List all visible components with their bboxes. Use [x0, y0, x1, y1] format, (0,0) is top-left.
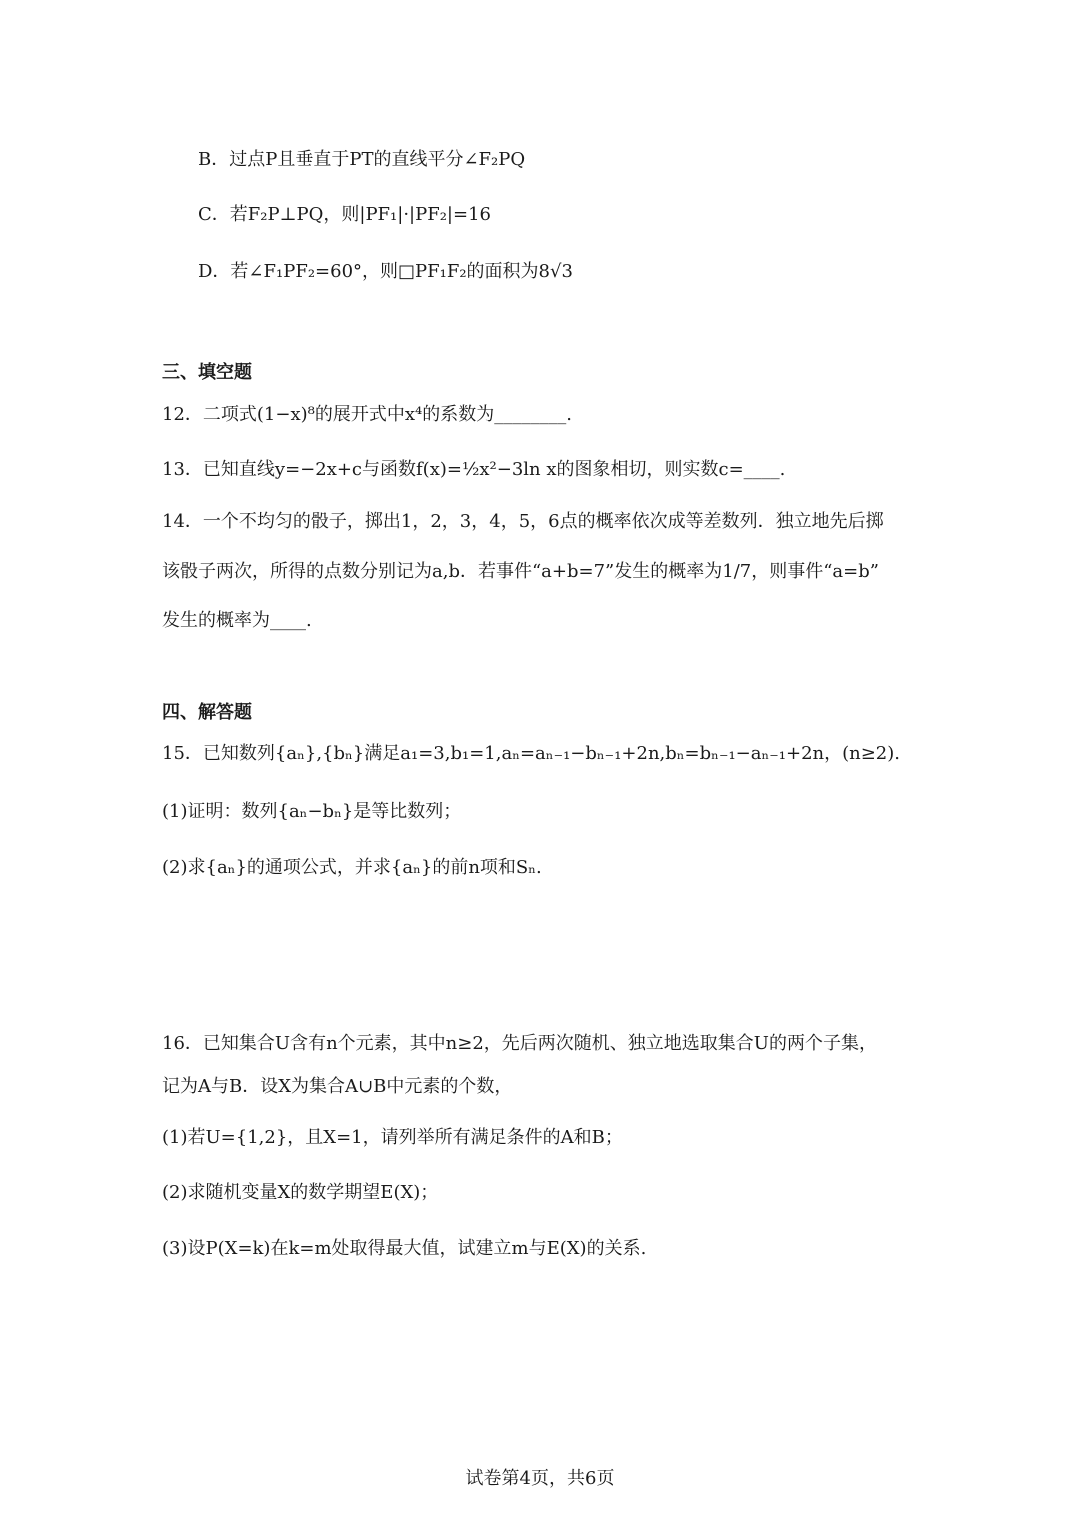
option-c: C．若F₂P⊥PQ，则|PF₁|·|PF₂|=16 — [198, 204, 491, 225]
question-16: 16．已知集合U含有n个元素，其中n≥2，先后两次随机、独立地选取集合U的两个子集， — [162, 1033, 877, 1054]
question-12: 12．二项式(1−x)⁸的展开式中x⁴的系数为________. — [162, 404, 572, 425]
question-15-part-1: (1)证明：数列{aₙ−bₙ}是等比数列； — [162, 801, 462, 822]
question-15: 15．已知数列{aₙ},{bₙ}满足a₁=3,b₁=1,aₙ=aₙ₋₁−bₙ₋₁+2n,bₙ=bₙ₋₁−aₙ₋₁+2n，(n≥2). — [162, 743, 901, 764]
page-footer: 试卷第4页，共6页 — [465, 1468, 615, 1489]
option-b: B．过点P且垂直于PT的直线平分∠F₂PQ — [198, 149, 526, 170]
question-13: 13．已知直线y=−2x+c与函数f(x)=½x²−3ln x的图象相切，则实数c=____. — [162, 459, 786, 480]
option-d: D．若∠F₁PF₂=60°，则□PF₁F₂的面积为8√3 — [198, 261, 573, 282]
section-heading-fill-in: 三、填空题 — [162, 362, 252, 383]
question-14-line-3: 发生的概率为____. — [162, 610, 312, 631]
question-15-part-2: (2)求{aₙ}的通项公式，并求{aₙ}的前n项和Sₙ. — [162, 857, 542, 878]
question-14-line-1: 14．一个不均匀的骰子，掷出1，2，3，4，5，6点的概率依次成等差数列．独立地先后掷 — [162, 511, 884, 532]
question-14-line-2: 该骰子两次，所得的点数分别记为a,b．若事件“a+b=7”发生的概率为1/7，则事件“a=b” — [162, 561, 879, 582]
question-16-line-2: 记为A与B．设X为集合A∪B中元素的个数， — [162, 1076, 513, 1097]
section-heading-answer: 四、解答题 — [162, 702, 252, 723]
question-16-part-2: (2)求随机变量X的数学期望E(X)； — [162, 1182, 439, 1203]
question-16-part-3: (3)设P(X=k)在k=m处取得最大值，试建立m与E(X)的关系. — [162, 1238, 647, 1259]
question-16-part-1: (1)若U={1,2}，且X=1，请列举所有满足条件的A和B； — [162, 1127, 623, 1148]
